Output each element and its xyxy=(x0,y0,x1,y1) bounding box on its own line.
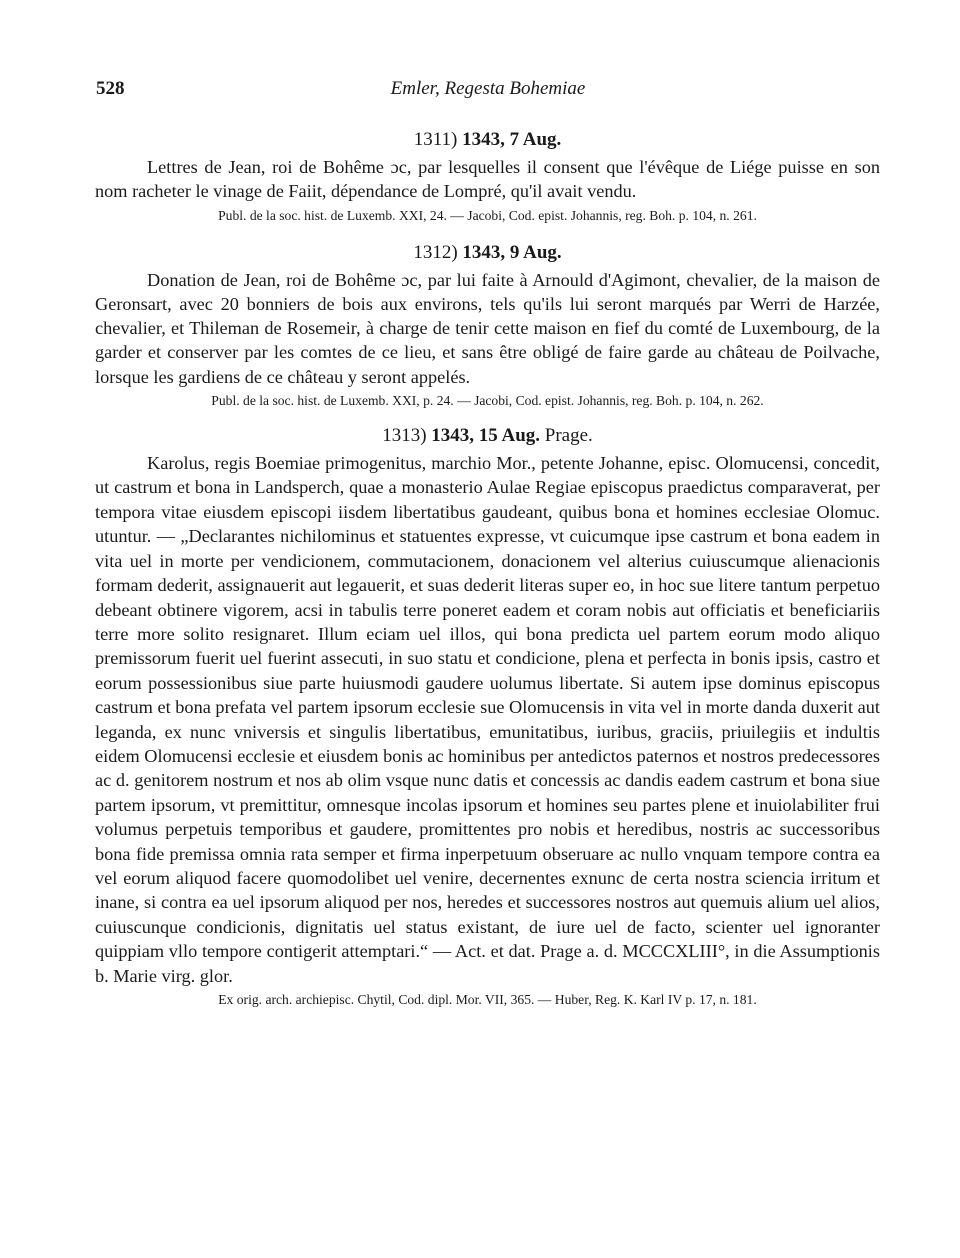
entry-text: Karolus, regis Boemiae primogenitus, marchio Mor., petente Johanne, episc. Olomucensi, concedit, ut castrum et bona in Landsperch, quae a monasterio Aulae Regiae episcopus praedictus comparaverat, per tempora vitae eiusdem episcopi iisdem libertatibus gaudeant, quibus bona et homines ecclesiae Olomuc. utuntur. — „Declarantes nichilominus et statuentes expresse, vt cuicumque ipse castrum et bona eadem in vita uel in morte per vendicionem, commutacionem, donacionem vel alterius cuiuscumque alienacionis formam dederit, assignauerit aut legauerit, et suas dederit literas super eo, in hoc sue litere tantum perpetuo debeant obtinere vigorem, acsi in tabulis terre poneret eadem et coram nobis aut officiatis et beneficiariis terre more solito resignaret. Illum eciam uel illos, qui bona predicta uel partem eorum modo aliquo premissorum fuerit uel fuerint assecuti, in suo statu et condicione, plena et perfecta in bonis ipsis, castro et eorum possessionibus siue parte huiusmodi gaudere uolumus libertate. Si autem ipse dominus episcopus castrum et bona prefata vel partem ipsorum ecclesie sue Olomucensis in vita vel in morte danda duxerit aut leganda, ex nunc vniversis et singulis libertatibus, emunitatibus, iuribus, graciis, priuilegiis et indultis eidem Olomucensi ecclesie et eiusdem bonis ac hominibus per antedictos paternos et nostros predecessores ac d. genitorem nostrum et nos ab olim vsque nunc datis et concessis ac dandis eadem castrum et bona siue partem ipsorum, vt premittitur, omnesque incolas ipsorum et homines seu partes plene et inuiolabiliter frui volumus perpetuis temporibus et gaudere, promittentes pro nobis et heredibus, nostris ac successoribus bona fide premissa omnia rata semper et firma inperpetuum obseruare ac nullo vnquam tempore contra ea vel eorum aliquod facere quomodolibet uel venire, decernentes exnunc de certa nostra sciencia irritum et inane, si contra ea uel ipsorum aliquod per nos, heredes et successores nostros aut quemuis alium uel alios, cuiuscunque condicionis, dignitatis uel status existant, de iure uel de facto, scienter uel ignoranter quippiam vllo tempore contigerit attemptari.“ — Act. et dat. Prage a. d. MCCCXLIII°, in die Assumptionis b. Marie virg. glor. xyxy=(95,453,880,986)
entry-heading xyxy=(95,422,880,449)
page-body xyxy=(95,126,880,1009)
entry-heading xyxy=(95,126,880,153)
entry-number: 1311) xyxy=(413,129,458,150)
entry-date: 1343, 15 Aug. xyxy=(431,425,541,447)
entry-place: Prage. xyxy=(544,425,593,447)
entry-source: Publ. de la soc. hist. de Luxemb. XXI, 24. — Jacobi, Cod. epist. Johannis, reg. Boh. p. 104, n. 261. xyxy=(218,207,757,223)
entry-date: 1343, 7 Aug. xyxy=(462,129,562,150)
entry-text: Lettres de Jean, roi de Bohême ɔc, par lesquelles il consent que l'évêque de Liége puisse en son nom racheter le vinage de Faiit, dépendance de Lompré, qu'il avait vendu. xyxy=(95,157,880,202)
page-number: 528 xyxy=(96,78,125,99)
running-title: Emler, Regesta Bohemiae xyxy=(390,78,586,99)
entry-1312 xyxy=(95,239,880,410)
entry-number: 1313) xyxy=(382,425,427,447)
entry-number: 1312) xyxy=(413,241,458,263)
entry-source: Ex orig. arch. archiepisc. Chytil, Cod. dipl. Mor. VII, 365. — Huber, Reg. K. Karl IV p. 17, n. 181. xyxy=(218,992,757,1008)
entry-heading xyxy=(95,239,880,266)
entry-1313 xyxy=(95,422,880,1009)
entry-date: 1343, 9 Aug. xyxy=(462,241,562,263)
page-header xyxy=(96,78,880,104)
entry-1311 xyxy=(95,126,880,225)
entry-text: Donation de Jean, roi de Bohême ɔc, par lui faite à Arnould d'Agimont, chevalier, de la maison de Geronsart, avec 20 bonniers de bois aux environs, tels qu'ils lui seront marqués par Werri de Harzée, chevalier, et Thileman de Rosemeir, à charge de tenir cette maison en fief du comté de Luxembourg, de la garder et conserver par les comtes de ce lieu, et sans être obligé de faire garde au château de Poilvache, lorsque les gardiens de ce château y seront appelés. xyxy=(95,269,880,387)
entry-source: Publ. de la soc. hist. de Luxemb. XXI, p. 24. — Jacobi, Cod. epist. Johannis, reg. Boh. p. 104, n. 262. xyxy=(211,393,764,409)
